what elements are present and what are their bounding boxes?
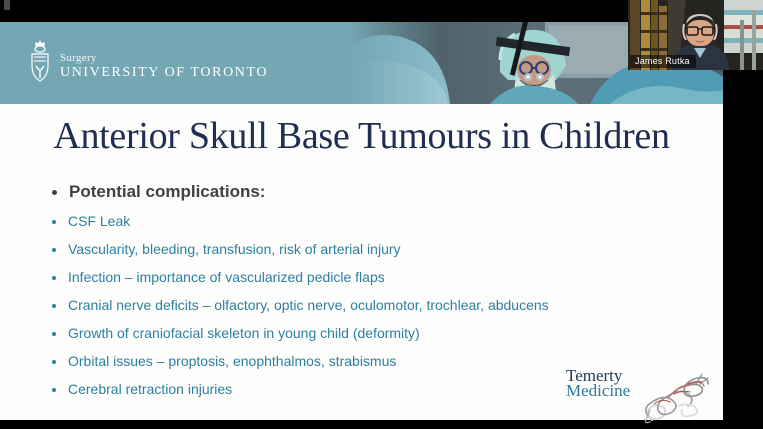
bullet-main (52, 182, 672, 213)
bullet-item (52, 213, 672, 241)
bullet-dot (52, 360, 56, 364)
slide-header-band (0, 22, 723, 104)
logo-line1: Temerty (566, 366, 623, 385)
bullet-text: CSF Leak (68, 213, 131, 229)
slide-title: Anterior Skull Base Tumours in Children (53, 115, 670, 157)
bullet-text: Growth of craniofacial skeleton in young child (deformity) (68, 325, 420, 341)
uoft-crest-icon (28, 40, 52, 86)
bullet-dot (52, 304, 56, 308)
dna-sketch-icon (638, 354, 716, 429)
bullet-text: Cranial nerve deficits – olfactory, optic nerve, oculomotor, trochlear, abducens (68, 297, 549, 313)
banner-institution: UNIVERSITY OF TORONTO (60, 65, 269, 81)
bullet-dot (52, 248, 56, 252)
bullet-dot (52, 276, 56, 280)
university-banner (28, 40, 268, 86)
bullet-dot (52, 220, 56, 224)
participant-video-tile[interactable] (628, 0, 763, 70)
banner-department: Surgery (60, 51, 97, 64)
ui-fragment (4, 0, 10, 10)
bullet-main-text: Potential complications: (69, 182, 266, 201)
logo-line2: Medicine (566, 381, 631, 400)
bullet-dot (52, 388, 56, 392)
bullet-dot (52, 332, 56, 336)
bullet-text: Cerebral retraction injuries (68, 381, 233, 397)
presentation-slide (0, 22, 723, 420)
temerty-medicine-logo (566, 368, 630, 398)
participant-name-label: James Rutka (630, 55, 696, 68)
bullet-item (52, 325, 672, 353)
bullet-item (52, 297, 672, 325)
bullet-dot (52, 190, 57, 195)
bullet-text: Orbital issues – proptosis, enophthalmos, strabismus (68, 353, 397, 369)
bullet-item (52, 269, 672, 297)
bullet-text: Vascularity, bleeding, transfusion, risk of arterial injury (68, 241, 401, 257)
bullet-text: Infection – importance of vascularized pedicle flaps (68, 269, 385, 285)
bullet-item (52, 241, 672, 269)
